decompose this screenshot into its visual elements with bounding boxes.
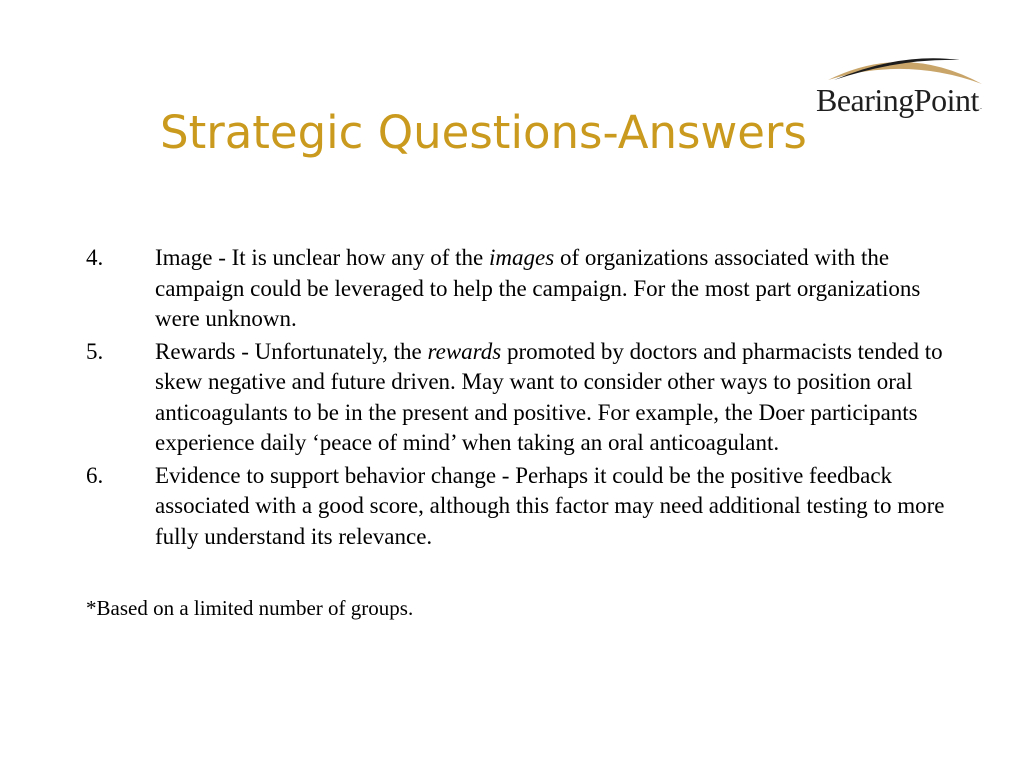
logo-arc-gold [828, 62, 982, 84]
slide-title: Strategic Questions-Answers [160, 106, 807, 159]
list-item-text-before: Image - It is unclear how any of the [155, 245, 490, 270]
list-item-text [155, 245, 920, 331]
list-item-text [155, 339, 943, 456]
list-item [86, 461, 956, 553]
list-item-emphasis: rewards [427, 338, 502, 364]
list-item-emphasis: images [489, 245, 555, 270]
list-item-text-before: Rewards - Unfortunately, the [155, 338, 428, 364]
list-item-number: 5. [86, 338, 104, 364]
list-item-text-after: of organizations associated with the campaign could be leveraged to help the campaign. For the most part organizations were unknown. [155, 245, 921, 331]
list-item-text-before: Evidence to support behavior change - Perhaps it could be the positive feedback associated with a good score, although this factor may need additional testing to more fully understand its relevance. [155, 462, 945, 549]
list-item-number: 4. [86, 245, 104, 270]
list-item-text [155, 463, 944, 549]
slide-body [86, 243, 956, 624]
logo-name: BearingPoint [816, 82, 979, 118]
list-item [86, 243, 956, 335]
list-item-number: 6. [86, 462, 104, 488]
footnote: *Based on a limited number of groups. [86, 596, 414, 620]
logo-mark: . [979, 102, 982, 111]
list-item [86, 337, 956, 459]
list-item-text-after: promoted by doctors and pharmacists tended to skew negative and future driven. May want to consider other ways to position oral anticoagulants to be in the present and positive. For example, the Doer participants experience daily ‘peace of mind’ when taking an oral anticoagulant. [155, 338, 943, 455]
